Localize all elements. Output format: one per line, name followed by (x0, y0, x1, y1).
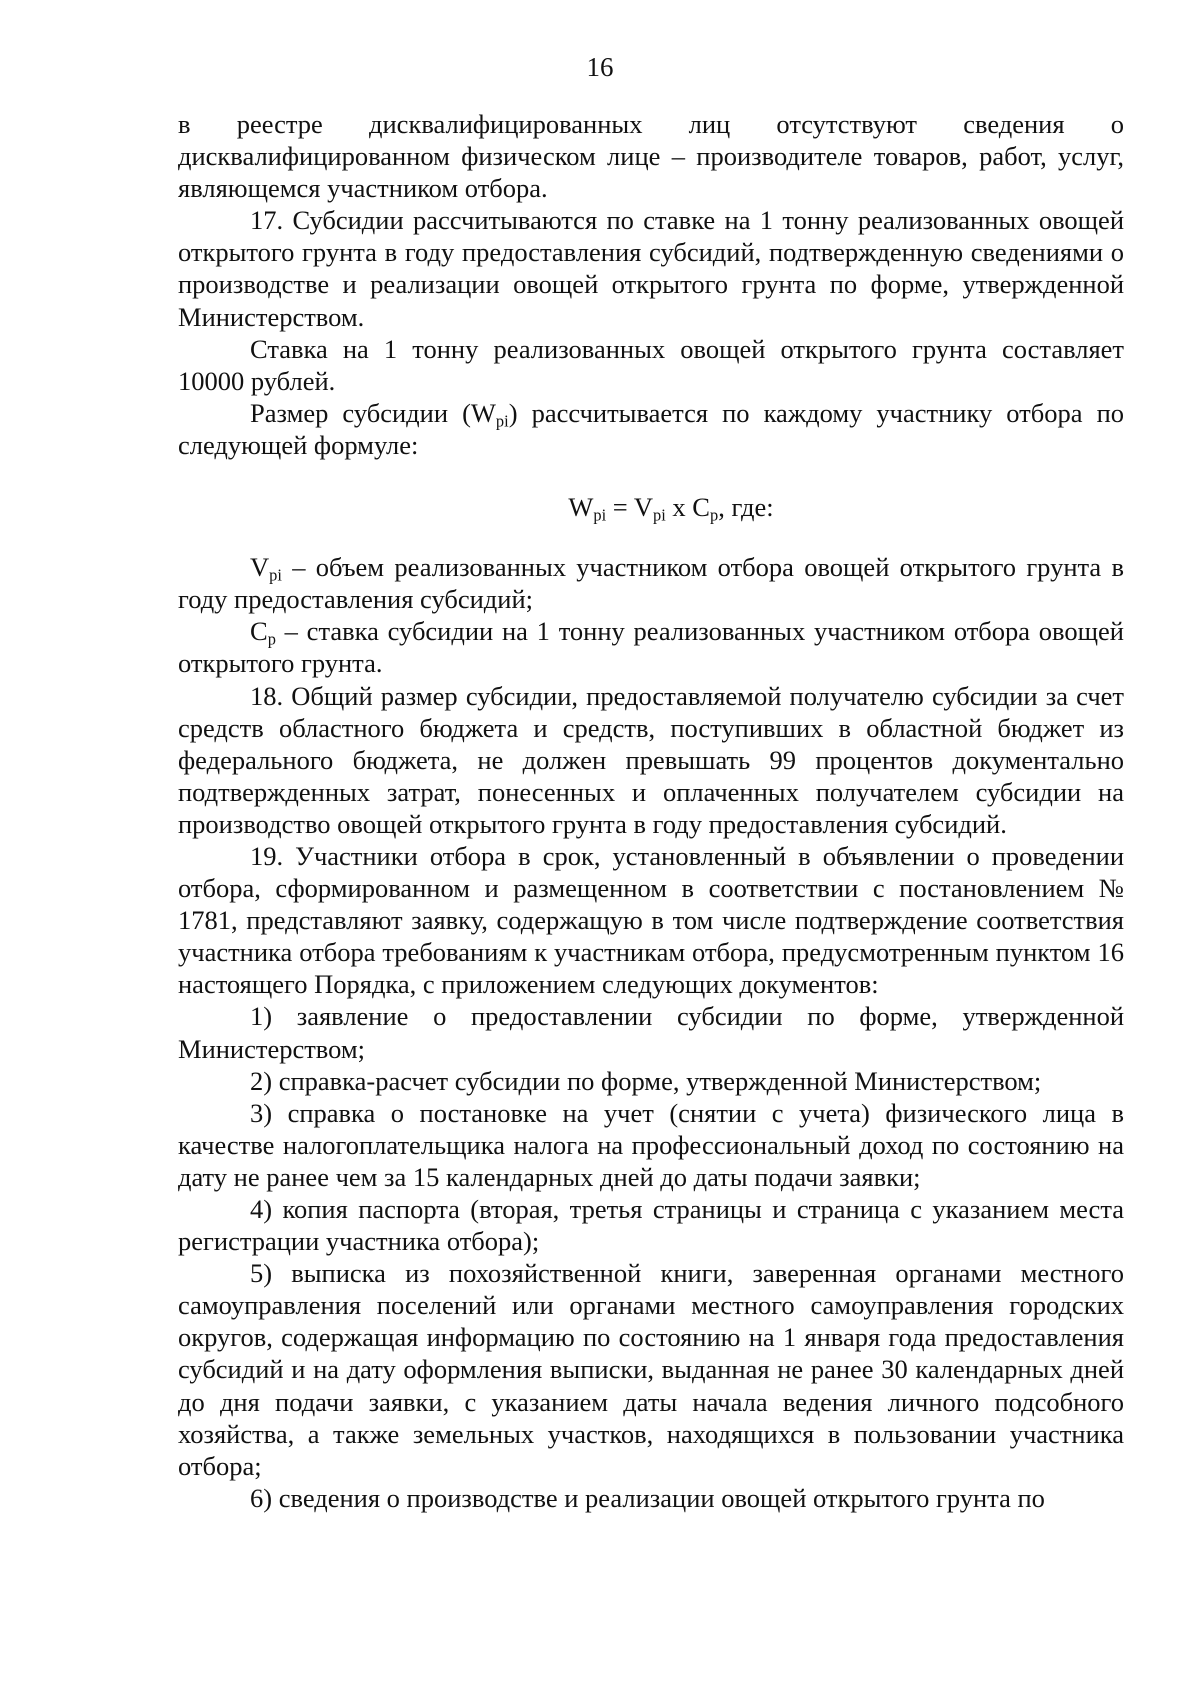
paragraph-continuation: в реестре дисквалифицированных лиц отсутствуют сведения о дисквалифицированном физическом лице – производителе товаров, работ, услуг, являющемся участником отбора. (178, 109, 1124, 204)
list-item-4: 4) копия паспорта (вторая, третья страницы и страница с указанием места регистрации участника отбора); (178, 1194, 1124, 1257)
paragraph-19: 19. Участники отбора в срок, установленный в объявлении о проведении отбора, сформированном и размещенном в соответствии с постановлением № 1781, представляют заявку, содержащую в том числе подтверждение соответствия участника отбора требованиям к участникам отбора, предусмотренным пунктом 16 настоящего Порядка, с приложением следующих документов: (178, 840, 1124, 1000)
paragraph-17: 17. Субсидии рассчитываются по ставке на 1 тонну реализованных овощей открытого грунта в году предоставления субсидий, подтвержденную сведениями о производстве и реализации овощей открытого грунта по форме, утвержденной Министерством. (178, 205, 1124, 332)
definition-v (178, 551, 1124, 615)
formula-equals-v: = V (606, 492, 654, 523)
paragraph-subsidy-size (178, 397, 1124, 461)
paragraph-18: 18. Общий размер субсидии, предоставляемой получателю субсидии за счет средств областного бюджета и средств, поступивших в областной бюджет из федерального бюджета, не должен превышать 99 процентов документально подтвержденных затрат, понесенных и оплаченных получателем субсидии на производство овощей открытого грунта в году предоставления субсидий. (178, 680, 1124, 839)
formula-w-subscript: pi (593, 505, 607, 525)
definition-c-text: – ставка субсидии на 1 тонну реализованных участником отбора овощей открытого грунта. (178, 616, 1124, 679)
definition-c-symbol: C (250, 616, 268, 647)
formula-c-subscript: p (709, 505, 719, 525)
paragraph-rate: Ставка на 1 тонну реализованных овощей открытого грунта составляет 10000 рублей. (178, 333, 1124, 396)
subscript-pi: pi (495, 411, 509, 431)
formula-v-subscript: pi (653, 505, 666, 525)
subsidy-size-text-end: ) рассчитывается по каждому участнику отбора по следующей формуле: (178, 397, 1124, 460)
list-item-1: 1) заявление о предоставлении субсидии по форме, утвержденной Министерством; (178, 1001, 1124, 1064)
formula (178, 491, 1124, 523)
list-item-5: 5) выписка из похозяйственной книги, заверенная органами местного самоуправления поселений или органами местного самоуправления городских округов, содержащая информацию по состоянию на 1 января года предоставления субсидий и на дату оформления выписки, выданная не ранее 30 календарных дней до дня подачи заявки, с указанием даты начала ведения личного подсобного хозяйства, а также земельных участков, находящихся в пользовании участника отбора; (178, 1258, 1124, 1481)
list-item-6: 6) сведения о производстве и реализации овощей открытого грунта по (250, 1482, 1045, 1513)
subsidy-size-text-start: Размер субсидии (W (250, 397, 496, 428)
definition-v-subscript: pi (269, 565, 282, 585)
formula-where: , где: (718, 492, 774, 523)
list-item-2: 2) справка-расчет субсидии по форме, утвержденной Министерством; (250, 1065, 1042, 1096)
document-body (178, 108, 1124, 1514)
page-number: 16 (586, 52, 614, 82)
definition-v-symbol: V (250, 552, 270, 583)
formula-times-c: х C (665, 492, 710, 523)
definition-c-subscript: p (267, 629, 276, 649)
formula-w: W (568, 492, 594, 523)
definition-c (178, 615, 1124, 679)
definition-v-text: – объем реализованных участником отбора овощей открытого грунта в году предоставления субсидий; (178, 552, 1124, 615)
list-item-3: 3) справка о постановке на учет (снятии с учета) физического лица в качестве налогоплательщика налога на профессиональный доход по состоянию на дату не ранее чем за 15 календарных дней до даты подачи заявки; (178, 1097, 1124, 1192)
